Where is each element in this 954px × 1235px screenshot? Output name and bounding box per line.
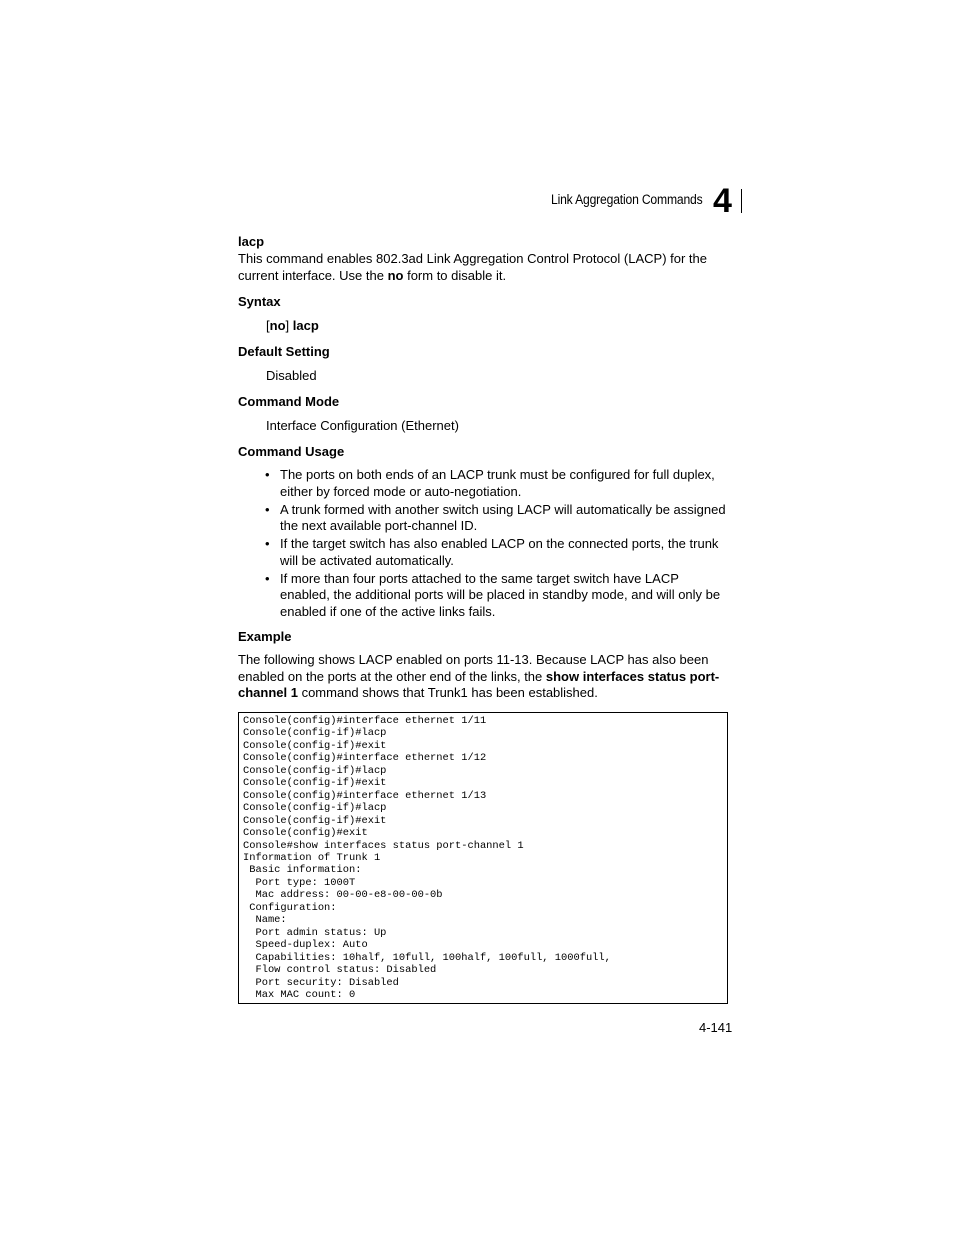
command-description: This command enables 802.3ad Link Aggregation Control Protocol (LACP) for the current interface. Use the no form to disable it. <box>238 251 707 283</box>
list-item: • If the target switch has also enabled LACP on the connected ports, the trunk will be activated automatically. <box>262 536 732 569</box>
chapter-divider <box>741 189 742 213</box>
chapter-number: 4 <box>713 182 732 220</box>
example-heading: Example <box>238 629 292 644</box>
code-example-box <box>238 712 728 1004</box>
command-usage-heading: Command Usage <box>238 444 345 459</box>
default-setting-heading: Default Setting <box>238 344 330 359</box>
command-usage-list <box>262 467 732 622</box>
command-mode-heading: Command Mode <box>238 394 340 409</box>
console-output: Console(config)#interface ethernet 1/11 Console(config-if)#lacp Console(config-if)#exit Console(config)#interface ethernet 1/12 Console(config-if)#lacp Console(config-if)#exit Console(config)#interface ethernet 1/13 Console(config-if)#lacp Console(config-if)#exit Console(config)#exit Console#show interfaces status port-channel 1 Information of Trunk 1 Basic information: Port type: 1000T Mac address: 00-00-e8-00-00-0b Configuration: Name: Port admin status: Up Speed-duplex: Auto Capabilities: 10half, 10full, 100half, 100full, 1000full, Flow control status: Disabled Port security: Disabled Max MAC count: 0 <box>243 715 611 1001</box>
default-setting-value: Disabled <box>266 368 317 383</box>
syntax-heading: Syntax <box>238 294 281 309</box>
page-number: 4-141 <box>699 1020 733 1035</box>
command-heading: lacp <box>238 234 265 249</box>
list-item: • The ports on both ends of an LACP trunk must be configured for full duplex, either by forced mode or auto-negotiation. <box>262 467 732 500</box>
list-item: • A trunk formed with another switch using LACP will automatically be assigned the next available port-channel ID. <box>262 502 732 535</box>
command-mode-value: Interface Configuration (Ethernet) <box>266 418 459 433</box>
list-item: • If more than four ports attached to the same target switch have LACP enabled, the additional ports will be placed in standby mode, and will only be enabled if one of the active links fails. <box>262 571 732 621</box>
syntax-line: [no] lacp <box>266 318 319 333</box>
running-header: Link Aggregation Commands <box>551 192 703 207</box>
example-description: The following shows LACP enabled on ports 11-13. Because LACP has also been enabled on the ports at the other end of the links, the show interfaces status port-channel 1 command shows that Trunk1 has been established. <box>238 652 720 700</box>
